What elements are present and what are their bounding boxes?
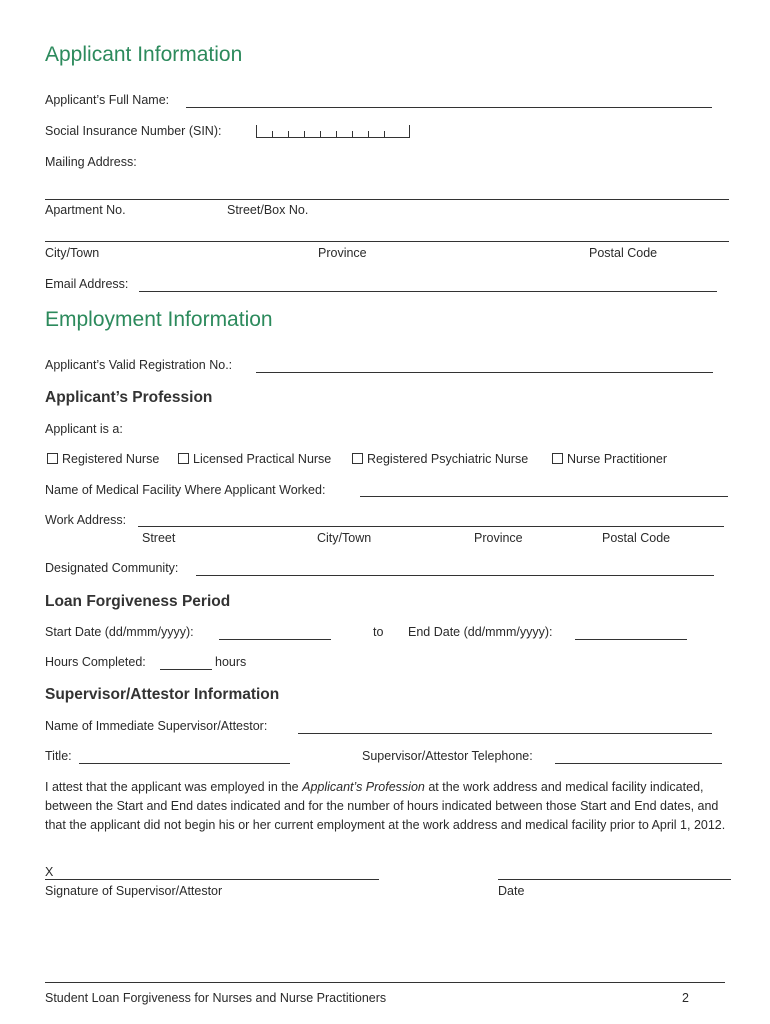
sin-label: Social Insurance Number (SIN):	[45, 124, 222, 138]
start-date-field[interactable]	[219, 639, 331, 640]
postal-code-label: Postal Code	[589, 246, 658, 260]
apartment-label: Apartment No.	[45, 203, 126, 217]
profession-heading: Applicant’s Profession	[45, 389, 213, 406]
full-name-field[interactable]	[186, 107, 712, 108]
profession-option-nurse-practitioner[interactable]: Nurse Practitioner	[552, 452, 667, 466]
supervisor-name-field[interactable]	[298, 733, 712, 734]
supervisor-phone-label: Supervisor/Attestor Telephone:	[362, 749, 533, 763]
applicant-is-label: Applicant is a:	[45, 422, 123, 436]
supervisor-title-label: Title:	[45, 749, 72, 763]
hours-suffix: hours	[215, 655, 247, 669]
mailing-address-line-1[interactable]	[45, 199, 729, 200]
profession-option-registered-nurse[interactable]: Registered Nurse	[47, 452, 159, 466]
city-label: City/Town	[45, 246, 100, 260]
work-city-label: City/Town	[317, 531, 372, 545]
page-number: 2	[682, 991, 689, 1005]
registration-label: Applicant’s Valid Registration No.:	[45, 358, 233, 372]
supervisor-title-field[interactable]	[79, 763, 290, 764]
registration-field[interactable]	[256, 372, 713, 373]
supervisor-information-heading: Supervisor/Attestor Information	[45, 686, 280, 703]
signature-label: Signature of Supervisor/Attestor	[45, 884, 223, 898]
facility-label: Name of Medical Facility Where Applicant Worked:	[45, 483, 326, 497]
email-field[interactable]	[139, 291, 717, 292]
date-label: Date	[498, 884, 525, 898]
signature-field[interactable]	[45, 879, 379, 880]
work-address-label: Work Address:	[45, 513, 127, 527]
facility-field[interactable]	[360, 496, 728, 497]
to-label: to	[373, 625, 384, 639]
profession-option-licensed-practical-nurse[interactable]: Licensed Practical Nurse	[178, 452, 331, 466]
street-box-label: Street/Box No.	[227, 203, 309, 217]
start-date-label: Start Date (dd/mmm/yyyy):	[45, 625, 194, 639]
checkbox-licensed-practical-nurse[interactable]	[178, 453, 189, 464]
attestation-statement: I attest that the applicant was employed in the Applicant’s Profession at the work address and medical facility indicated, between the Start and End dates indicated and for the number of hours indicated between those Start and End dates, and that the applicant did not begin his or her current employment at the work address and medical facility prior to April 1, 2012.	[45, 780, 726, 832]
work-address-field[interactable]	[138, 526, 724, 527]
supervisor-name-label: Name of Immediate Supervisor/Attestor:	[45, 719, 268, 733]
hours-completed-field[interactable]	[160, 669, 212, 670]
supervisor-phone-field[interactable]	[555, 763, 722, 764]
work-province-label: Province	[474, 531, 523, 545]
signature-x-mark: X	[45, 865, 54, 879]
employment-information-heading: Employment Information	[45, 308, 273, 331]
profession-option-registered-psychiatric-nurse[interactable]: Registered Psychiatric Nurse	[352, 452, 528, 466]
mailing-address-line-2[interactable]	[45, 241, 729, 242]
sin-field[interactable]	[256, 125, 410, 138]
end-date-field[interactable]	[575, 639, 687, 640]
full-name-label: Applicant’s Full Name:	[45, 93, 170, 107]
end-date-label: End Date (dd/mmm/yyyy):	[408, 625, 553, 639]
province-label: Province	[318, 246, 367, 260]
checkbox-registered-psychiatric-nurse[interactable]	[352, 453, 363, 464]
email-label: Email Address:	[45, 277, 129, 291]
work-street-label: Street	[142, 531, 176, 545]
checkbox-nurse-practitioner[interactable]	[552, 453, 563, 464]
applicant-information-heading: Applicant Information	[45, 43, 243, 66]
footer-title: Student Loan Forgiveness for Nurses and Nurse Practitioners	[45, 991, 387, 1005]
mailing-address-label: Mailing Address:	[45, 155, 137, 169]
hours-completed-label: Hours Completed:	[45, 655, 146, 669]
date-field[interactable]	[498, 879, 731, 880]
footer-divider	[45, 982, 725, 983]
designated-community-label: Designated Community:	[45, 561, 179, 575]
loan-forgiveness-period-heading: Loan Forgiveness Period	[45, 593, 231, 610]
work-postal-code-label: Postal Code	[602, 531, 671, 545]
checkbox-registered-nurse[interactable]	[47, 453, 58, 464]
designated-community-field[interactable]	[196, 575, 714, 576]
